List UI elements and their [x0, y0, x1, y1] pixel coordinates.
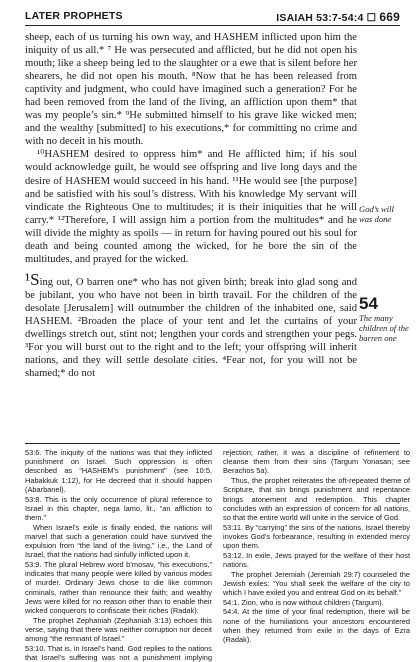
note-53-10-cont: Thus, the prophet reiterates the oft-repeated theme of Scripture, that sin brings punishment and repentance brings atonement and redemption. This chapter concludes with an expression of concern for all nations, so that the entire world will unite in the service of God.: [223, 476, 410, 522]
header-rule: [25, 25, 400, 26]
note-53-9: 53:9. The plural Hebrew word b’mosav, “his executions,” indicates that many people were killed by various modes of murder. Ordinary Jews chose to die like common criminals, rather than renounce their faith; and wealthy Jews were killed for no reason other than to enable their wicked conquerors to confiscate their riches (Radak).: [25, 559, 212, 615]
note-53-12-cont: The prophet Jeremiah (Jeremiah 29:7) counseled the Jewish exiles: “You shall seek the welfare of the city to which I have exiled you and entreat God on its behalf.”: [223, 569, 410, 598]
paragraph-53-6: sheep, each of us turning his own way, and HASHEM inflicted upon him the iniquity of us all.* ⁷ He was persecuted and afflicted, but he did not open his mouth; like a sheep being led to the slaughter or a ewe that is silent before her shearers, he did not open his mouth. ⁸Now that he has been released from captivity and judgment, who could have imagined such a generation? For he had been removed from the land of the living, an affliction upon them* that was my people’s sin.* ⁹He submitted himself to his grave like wicked men; and the wealthy [submitted] to his executions,* for committing no crime and with no deceit in his mouth.: [25, 32, 357, 148]
box-glyph: ☐: [366, 12, 377, 24]
chapter-verse-range: ISAIAH 53:7-54:4: [276, 12, 364, 24]
note-53-8-cont: When Israel’s exile is finally ended, the nations will marvel that such a generation could have survived the expulsion from “the land of the living,” i.e., the Land of Israel, that the nations had sinfully inflicted upon it.: [25, 522, 212, 560]
note-53-8: 53:8. This is the only occurrence of plural reference to Israel in this chapter, nega lamo, lit., “an affliction to them.”: [25, 494, 212, 522]
margin-note-barren-one: The many children of the barren one: [359, 313, 409, 343]
note-53-9-cont: The prophet Zephaniah (Zephaniah 3:13) echoes this verse, saying that there was neither corruption nor deceit among “the remnant of Israel.”: [25, 615, 212, 644]
chapter-number: 54: [359, 294, 378, 313]
running-header: [25, 10, 400, 26]
note-53-10: 53:10. That is, in Israel’s hand. God replies to the nations that Israel’s suffering was not a punishment implying rejection; rather, it was a discipline of refinement to cleanse them from their sins (Targum Yonasan; see Berachos 5a).: [25, 448, 410, 662]
paragraph-54-1: [25, 271, 357, 380]
margin-note-gods-will: God’s will was done: [359, 204, 394, 224]
page-number: 669: [379, 10, 400, 24]
main-text: [25, 31, 357, 380]
page-reference: [276, 10, 400, 24]
note-54-4: 54:4. At the time of your final redemption, there will be none of the humiliations your ancestors encountered when they returned from exile in the days of Ezra (Radak).: [223, 607, 410, 645]
note-53-6: 53:6. The iniquity of the nations was that they inflicted punishment on Israel. Such oppression is often described as “HASHEM’s punishment” (see 10:5, Habakkuk 1:12), for He decreed that it should happen (Abarbanel).: [25, 448, 212, 494]
note-53-11: 53:11. By “carrying” the sins of the nations, Israel thereby invokes God’s forbearance, resulting in extended mercy upon them.: [223, 522, 410, 551]
note-54-1: 54:1. Zion, who is now without children (Targum).: [223, 597, 384, 607]
paragraph-54-1-text: ing out, O barren one* who has not given birth; break into glad song and be jubilant, you who have not been in birth travail. For the children of the desolate [Jerusalem] will outnumber the children of the inhabited one, said HASHEM. ²Broaden the place of your tent and let the curtains of your dwellings stretch out, stint not; lengthen your cords and strengthen your pegs. ³For you will burst out to the right and to the left; your offspring will inherit nations, and they will settle desolate cities. ⁴Fear not, for you will not be shamed;* do not: [25, 276, 357, 380]
footnote-rule: [25, 443, 400, 444]
paragraph-53-10: ¹⁰HASHEM desired to oppress him* and He afflicted him; if his soul would acknowledge guilt, he would see offspring and live long days and the desire of HASHEM would succeed in his hand. ¹¹He would see [the purpose] and be satisfied with his soul’s distress. With his knowledge My servant will vindicate the Righteous One to multitudes; it is their iniquities that he will carry.* ¹²Therefore, I will assign him a portion from the multitudes* and he will divide the mighty as spoils — in return for having poured out his soul for death and being counted among the wicked, for he bore the sin of the multitudes, and prayed for the wicked.: [25, 149, 357, 265]
commentary-notes: [25, 448, 410, 662]
note-53-12: 53:12. In exile, Jews prayed for the welfare of their host nations.: [223, 550, 410, 569]
drop-cap: ¹S: [25, 269, 40, 289]
section-title: LATER PROPHETS: [25, 10, 123, 22]
